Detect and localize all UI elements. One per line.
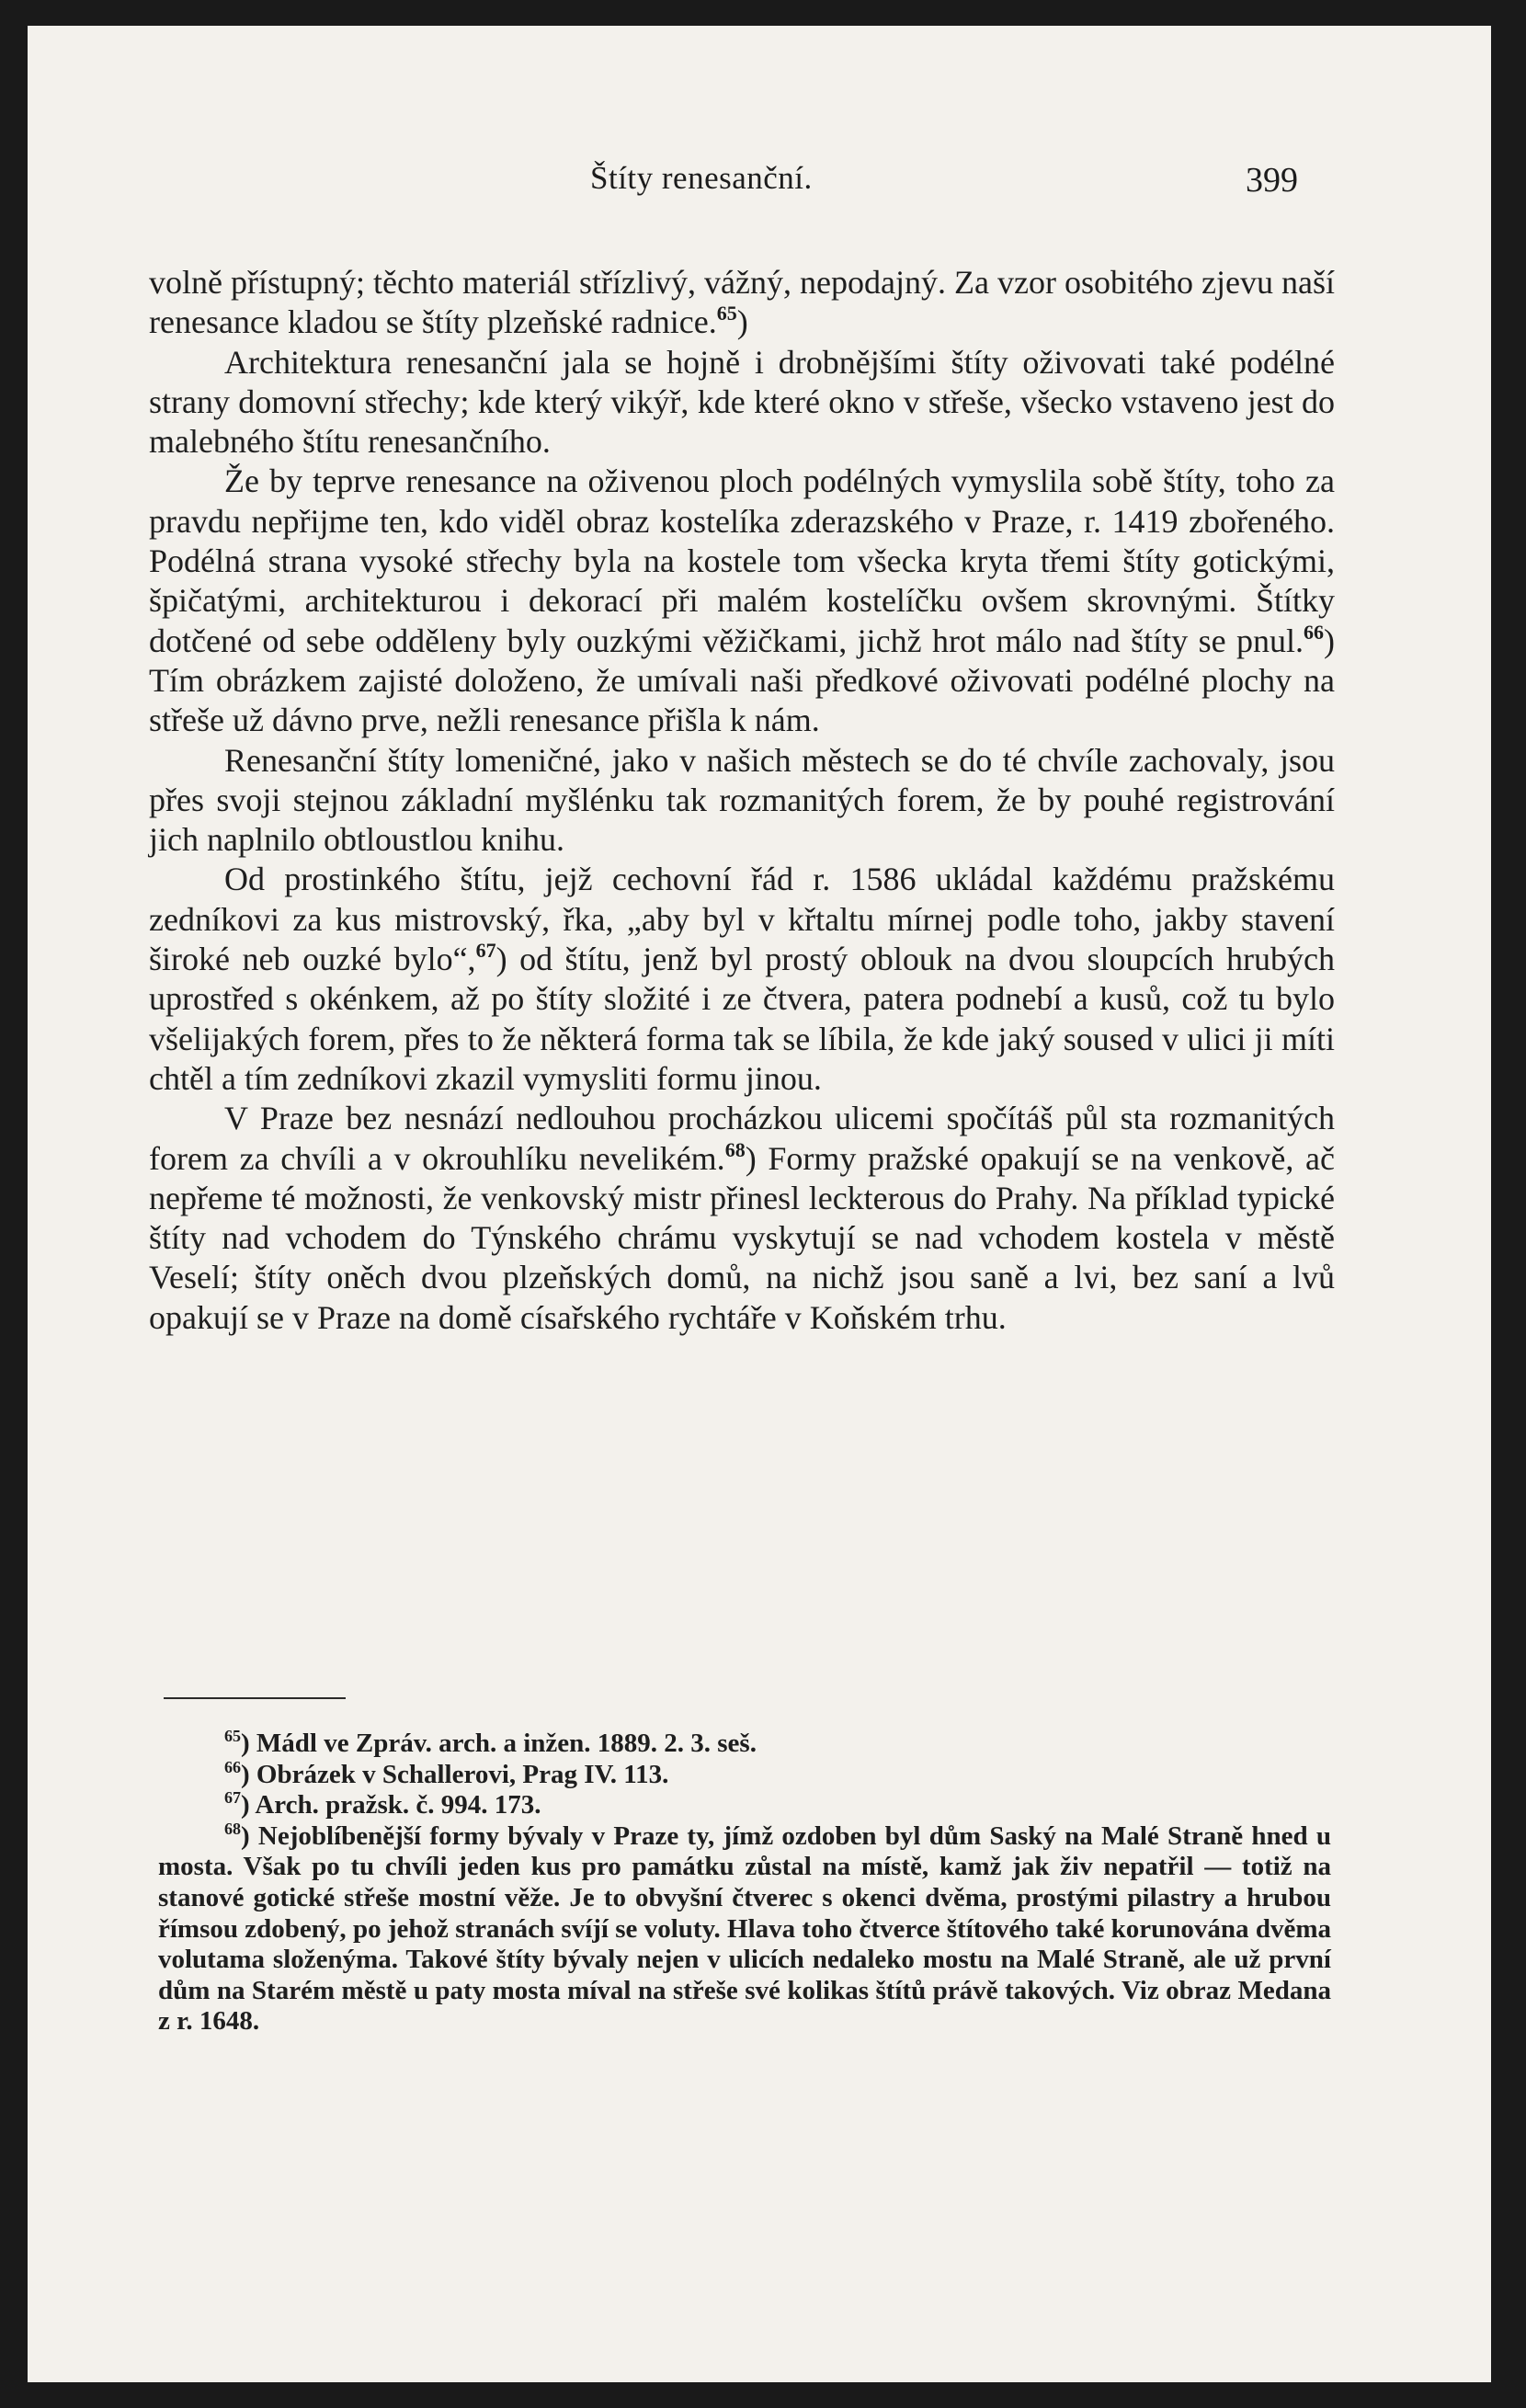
paragraph: volně přístupný; těchto materiál střízlivý, vážný, nepodajný. Za vzor osobitého zjevu naší renesance kladou se štíty plzeňské radnice.$^{65}$) [149,264,1335,341]
page-number: 399 [1246,161,1298,200]
footnote-ref: 67 [475,939,496,963]
running-title: Štíty renesanční. [590,160,813,196]
body-text [149,263,1335,1338]
paragraph: V Praze bez nesnází nedlouhou procházkou ulicemi spočítáš půl sta rozmanitých forem za chvíli a v okrouhlíku nevelikém.$^{68}$) Formy pražské opakují se na venkově, ač nepřeme té možnosti, že venkovský mistr přinesl leckterous do Prahy. Na příklad typické štíty nad vchodem do Týnského chrámu vyskytují se nad vchodem kostela v městě Veselí; štíty oněch dvou plzeňských domů, na nichž jsou saně a lvi, bez saní a lvů opakují se v Praze na domě císařského rychtáře v Koňském trhu. [149,1100,1336,1336]
footnote: $^{68}$) Nejoblíbenější formy bývaly v Praze ty, jímž ozdoben byl dům Saský na Malé Straně hned u mosta. Však po tu chvíli jeden kus pro památku zůstal na místě, kamž jak živ nepatřil — totiž na stanové gotické střeše mostní věže. Je to obvyšní čtverec s okenci dvěma, prostými pilastry a hrubou římsou zdobený, po jehož stranách svíjí se voluty. Hlava toho čtverce štítového také korunována dvěma volutama složenýma. Takové štíty bývaly nejen v ulicích nedaleko mostu na Malé Straně, ale už první dům na Starém městě u paty mosta míval na střeše své kolikas štítů právě takových. Viz obraz Medana z r. 1648. [158,1819,1331,2037]
page-header [28,160,1491,215]
footnote: $^{66}$) Obrázek v Schallerovi, Prag IV. 113. [224,1757,669,1789]
footnote-ref: 68 [724,1137,746,1161]
paragraph: Renesanční štíty lomeničné, jako v našich městech se do té chvíle zachovaly, jsou přes svoji stejnou základní myšlénku tak rozmanitých forem, že by pouhé registrování jich naplnilo obtloustlou knihu. [149,741,1335,859]
footnote: $^{65}$) Mádl ve Zpráv. arch. a inžen. 1889. 2. 3. seš. [224,1727,757,1758]
paragraph: Architektura renesanční jala se hojně i drobnějšími štíty oživovati také podélné strany domovní střechy; kde který vikýř, kde které okno v střeše, všecko vstaveno jest do malebného štítu renesančního. [149,343,1335,461]
footnote-ref: 65 [716,302,737,325]
footnote: $^{67}$) Arch. pražsk. č. 994. 173. [224,1788,541,1820]
footnote-ref: 66 [1304,620,1324,644]
paragraph: Od prostinkého štítu, jejž cechovní řád r. 1586 ukládal každému pražskému zedníkovi za kus mistrovský, řka, „aby byl v křtaltu mírnej podle toho, jakby stavení široké neb ouzké bylo“,$^{67}$) od štítu, jenž byl prostý oblouk na dvou sloupcích hrubých uprostřed s okénkem, až po štíty složité i ze čtvera, patera podnebí a kusů, což tu bylo všelijakých forem, přes to že některá forma tak se líbila, že kde jaký soused v ulici ji míti chtěl a tím zedníkovi zkazil vymysliti formu jinou. [149,861,1335,1097]
footnotes [158,1729,1331,2037]
book-page [28,26,1491,2382]
paragraph: Že by teprve renesance na oživenou ploch podélných vymyslila sobě štíty, toho za pravdu nepřijme ten, kdo viděl obraz kostelíka zderazského v Praze, r. 1419 zbořeného. Podélná strana vysoké střechy byla na kostele tom všecka kryta třemi štíty gotickými, špičatými, architekturou i dekorací při malém kostelíčku ovšem skrovnými. Štítky dotčené od sebe odděleny byly ouzkými věžičkami, jichž hrot málo nad štíty se pnul.$^{66}$) Tím obrázkem zajisté doloženo, že umívali naši předkové oživovati podélné plochy na střeše už dávno prve, nežli renesance přišla k nám. [149,462,1335,739]
footnote-divider [164,1697,346,1699]
